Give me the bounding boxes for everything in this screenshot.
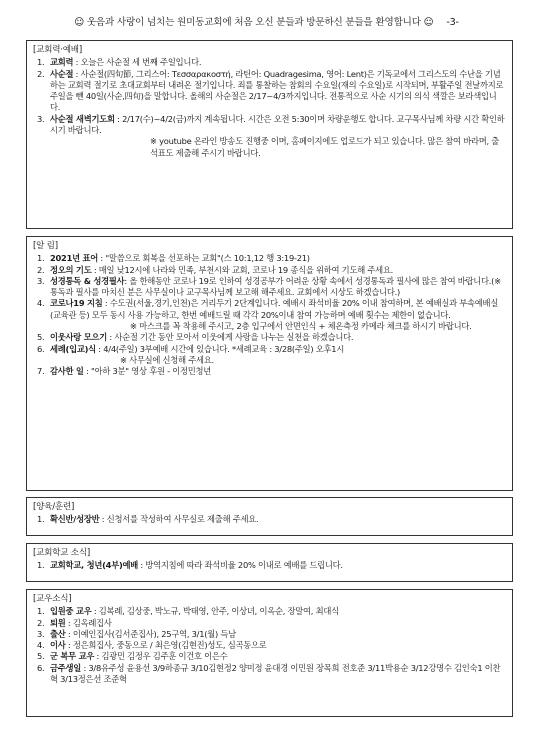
item-text: "말씀으로 회복을 선포하는 교회"(스 10:1,12 행 3:19-21) (105, 253, 310, 264)
item-separator: : (73, 68, 81, 79)
item-number: 2. (37, 68, 45, 79)
item-number: 2. (37, 617, 45, 628)
item-number: 5. (37, 651, 45, 662)
section-calendar (26, 40, 513, 229)
item-body (50, 663, 506, 686)
item-label: 코로나19 지침 (50, 298, 103, 309)
item-text: 3/8유주성 윤용선 3/9하종규 3/10김현정2 양미정 윤대경 이민원 장목희 전호준 3/11박용순 3/12강명수 김인숙1 이찬혁 3/13정은선 조준혁 (50, 662, 501, 685)
item-label: 확신반/성장반 (50, 514, 100, 525)
item-number: 1. (37, 514, 45, 525)
list-item (33, 560, 506, 571)
list-item (33, 57, 506, 68)
item-note: ※ 사무실에 신청해 주세요. (120, 354, 214, 365)
item-body (50, 332, 506, 343)
item-text: 오늘은 사순절 세 번째 주일입니다. (80, 57, 202, 68)
item-text: 2/17(수)~4/2(금)까지 계속됩니다. 시간은 오전 5:30이며 차량운행도 합니다. 교구목사님께 차량 시간 확인하시기 바랍니다. (50, 113, 505, 136)
item-text: "아하 3분" 영상 후원 - 이정민청년 (91, 366, 212, 377)
item-number: 6. (37, 343, 45, 354)
item-label: 입원중 교우 (50, 606, 92, 617)
item-text: 방역지침에 따라 좌석비율 20% 이내로 예배를 드립니다. (145, 560, 343, 571)
item-number: 4. (37, 298, 45, 309)
item-number: 1. (37, 606, 45, 617)
item-separator: : (102, 298, 110, 309)
section-school (26, 543, 513, 582)
item-separator: : (107, 332, 115, 343)
section-title: [양육/훈련] (33, 502, 75, 512)
item-body (50, 618, 506, 629)
list-item (33, 663, 506, 686)
item-number: 2. (37, 264, 45, 275)
item-number: 3. (37, 113, 45, 124)
item-separator: : (65, 617, 73, 628)
item-separator: : (83, 366, 92, 377)
section-members (26, 589, 513, 717)
list-item (33, 298, 506, 332)
item-body (50, 265, 506, 276)
item-separator: : (81, 662, 89, 673)
item-separator: : (138, 560, 146, 571)
list-item (33, 640, 506, 651)
section-title: [알 림] (33, 241, 58, 251)
item-text: 신청서를 작성하여 사무실로 제출해 주세요. (106, 514, 259, 525)
item-number: 4. (37, 640, 45, 651)
list-item (33, 265, 506, 276)
item-label: 세례(입교)식 (50, 343, 96, 354)
item-number: 1. (37, 560, 45, 571)
item-label: 이웃사랑 모으기 (50, 332, 107, 343)
item-body (50, 640, 506, 651)
item-separator: : (91, 606, 99, 617)
item-body (50, 651, 506, 662)
item-text: 김옥례집사 (72, 617, 112, 628)
item-separator: : (91, 264, 99, 275)
item-text: 수도권(서울,경기,인천)은 거리두기 2단계입니다. 예배시 좌석비율 20% 이내 참여하며, 본 예배실과 부속예배실(교육관 등) 모두 동시 사용 가능하고, 한번 예배드릴 때 각각 20%이내 참여 가능하며 예배 횟수는 제한이 없습니다. (50, 298, 499, 320)
item-label: 교회학교, 청년(4부)예배 (50, 560, 139, 571)
item-body (50, 298, 506, 332)
item-body (50, 253, 506, 264)
list-item (33, 114, 506, 159)
item-number: 1. (37, 253, 45, 264)
list-item (33, 69, 506, 114)
item-separator: : (99, 514, 107, 525)
section-title: [교회학교 소식] (33, 548, 90, 558)
item-text: 이예인집사(김서준집사), 25구역, 3/1(월) 득남 (72, 628, 236, 639)
item-text: 김광민 김정우 김주훈 이건호 이은수 (101, 651, 228, 662)
item-body (50, 114, 506, 159)
section-title: [교우소식] (33, 594, 72, 604)
item-label: 군 복무 교우 (50, 651, 95, 662)
item-body (50, 276, 506, 299)
item-label: 감사한 일 (50, 366, 84, 377)
item-text: 매일 낮12시에 나라와 민족, 부천시와 교회, 코로나 19 종식을 위하여 기도해 주세요. (98, 264, 394, 275)
item-separator: : (114, 113, 123, 124)
item-body (50, 514, 506, 525)
item-body (50, 69, 506, 114)
item-label: 2021년 표어 (50, 253, 99, 264)
item-number: 3. (37, 275, 45, 286)
page-number: -3- (446, 17, 459, 28)
item-number: 7. (37, 366, 45, 377)
item-number: 3. (37, 628, 45, 639)
item-label: 교회력 (50, 57, 74, 68)
item-body (50, 560, 506, 571)
list-item (33, 618, 506, 629)
item-text: 사순절(四旬節, 그리스어: Τεσσαρακοστή, 라틴어: Quadragesima, 영어: Lent)은 기독교에서 그리스도의 수난을 기념하는 교회력 절기로 초대교회부터 내려온 절기입니다. 죄를 통찰하는 참회의 수요일(재의 수요일)로 시작되며, 부활주일 전날까지로 주일을 뺀 40일(사순,四旬)을 말합니다. 올해의 사순절은 2/17~4/3까지입니다. 전통적으로 사순 시기의 의식 색깔은 보라색입니다. (50, 68, 504, 113)
section-title: [교회력·예배] (33, 45, 82, 55)
list-item (33, 651, 506, 662)
item-body (50, 366, 506, 377)
item-note: ※ youtube 온라인 방송도 진행중 이며, 홈페이지에도 업로드가 되고 있습니다. 많은 참여 바라며, 출석표도 제출해 주시기 바랍니다. (150, 136, 500, 158)
item-number: 5. (37, 332, 45, 343)
item-text: 올 한해동안 코로나 19로 인하여 성경공부가 어려운 상황 속에서 성경통독과 필사에 많은 참여 바랍니다.(※ 통독과 필사를 마치신 분은 사무실이나 교구목사님께 보고해 해주세요. 교회에서 시상도 하겠습니다.) (50, 275, 501, 298)
item-body (50, 57, 506, 68)
item-separator: : (95, 343, 104, 354)
list-item (33, 253, 506, 264)
section-nurture (26, 497, 513, 536)
list-item (33, 344, 506, 367)
list-item (33, 629, 506, 640)
item-body (50, 344, 506, 367)
item-separator: : (73, 57, 81, 68)
header-greeting: ☺ 웃음과 사랑이 넘치는 원미동교회에 처음 오신 분들과 방문하신 분들을 환영합니다 ☺ (74, 17, 434, 28)
list-item (33, 606, 506, 617)
item-text: 김복례, 김상중, 박노규, 박태영, 안주, 이상녀, 이옥순, 장말여, 최대식 (98, 606, 339, 617)
item-separator: : (65, 640, 73, 651)
list-item (33, 366, 506, 377)
item-label: 이사 (50, 640, 66, 651)
item-text: 4/4(주일) 3부예배 시간에 있습니다. *세례교육 : 3/28(주일) 오후1시 (103, 343, 345, 354)
item-label: 사순절 새벽기도회 (50, 113, 115, 124)
item-separator: : (124, 275, 130, 286)
item-text: 정은희집사, 중동으로 / 최은영(김현진)성도, 심곡동으로 (72, 640, 267, 651)
item-label: 금주생일 (50, 662, 82, 673)
section-news (26, 236, 513, 491)
item-text: 사순절 기간 동안 모아서 이웃에게 사랑을 나누는 실천을 하겠습니다. (114, 332, 354, 343)
item-label: 정오의 기도 (50, 264, 92, 275)
item-label: 성경통독 & 성경필사 (50, 275, 125, 286)
item-label: 퇴원 (50, 617, 66, 628)
list-item (33, 332, 506, 343)
item-body (50, 606, 506, 617)
page-header (0, 14, 533, 28)
item-number: 1. (37, 57, 45, 68)
item-separator: : (65, 628, 73, 639)
item-label: 사순절 (50, 68, 74, 79)
list-item (33, 276, 506, 299)
item-separator: : (94, 651, 102, 662)
item-label: 출산 (50, 628, 66, 639)
item-separator: : (98, 253, 106, 264)
list-item (33, 514, 506, 525)
item-note: ※ 마스크를 꼭 착용해 주시고, 2층 입구에서 안면인식 + 체온측정 카메라 체크를 하시기 바랍니다. (130, 321, 472, 332)
item-number: 6. (37, 662, 45, 673)
item-body (50, 629, 506, 640)
